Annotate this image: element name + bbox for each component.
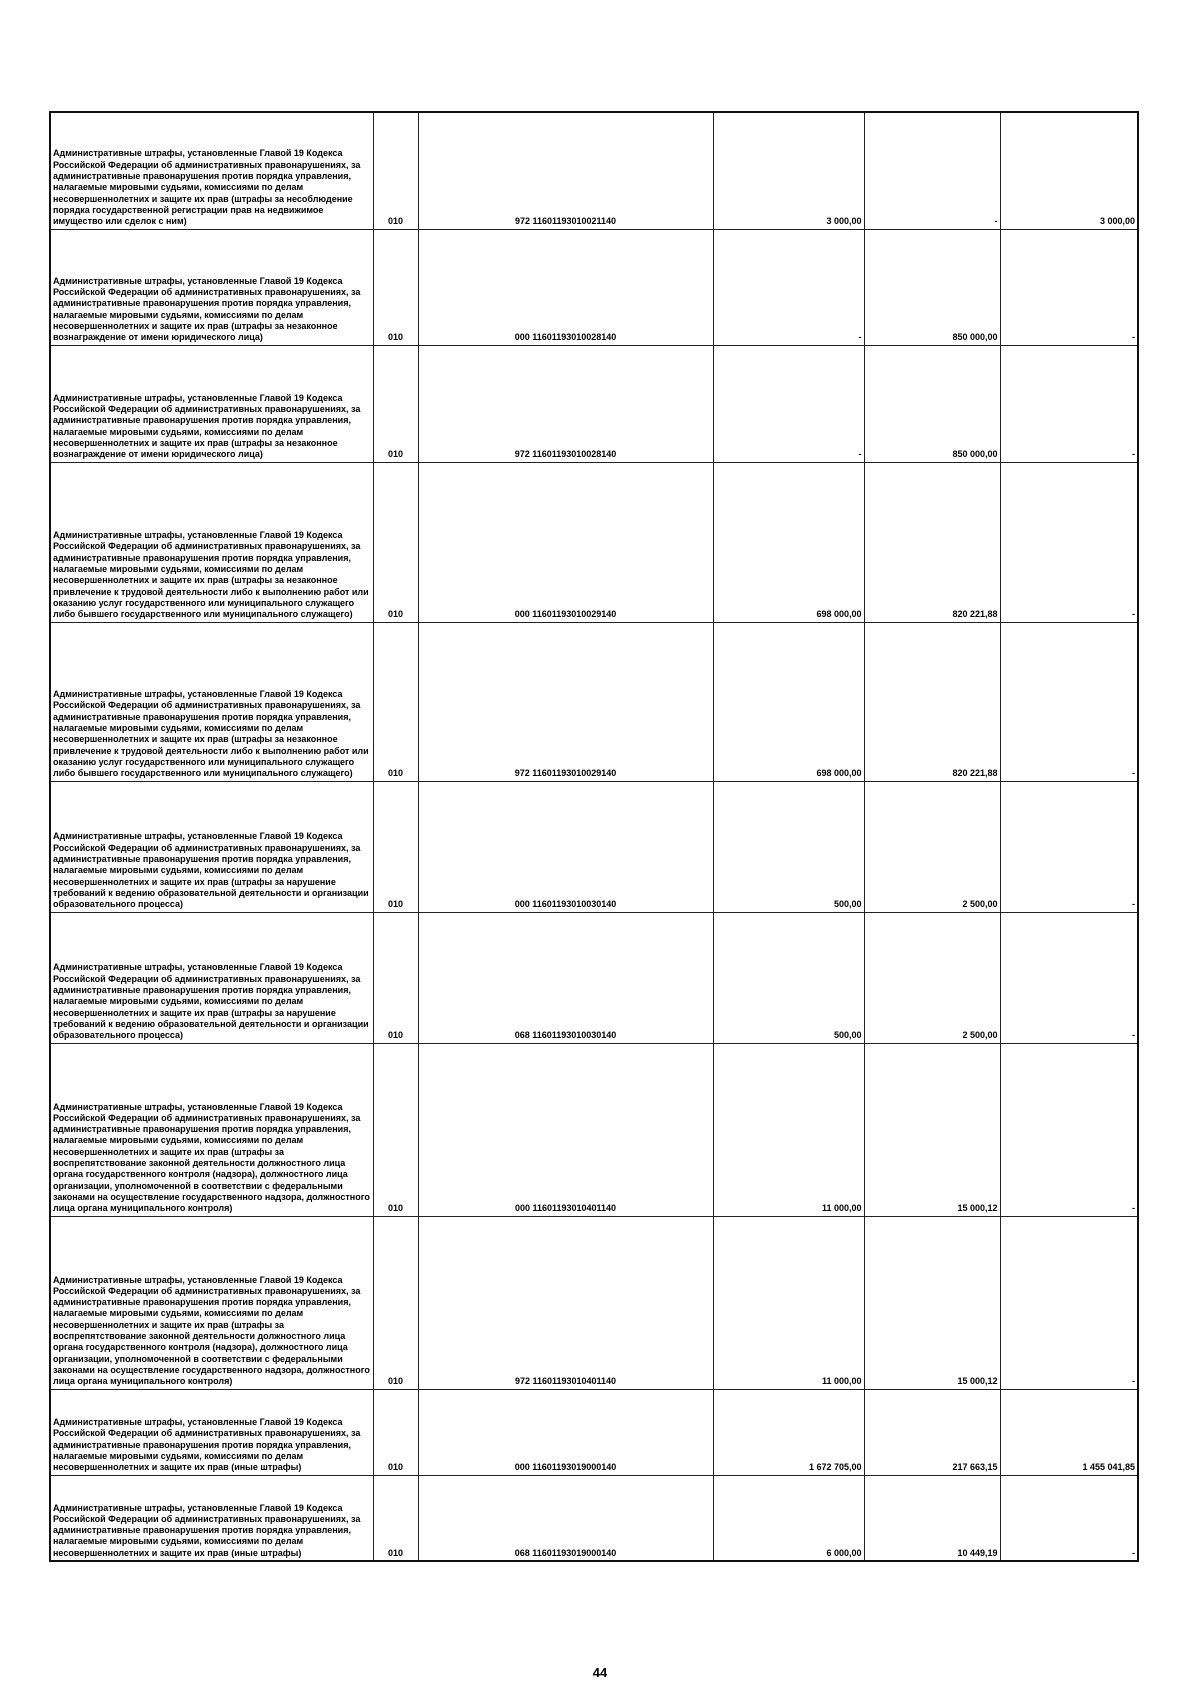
table-row	[50, 912, 1138, 1043]
table-row	[50, 1216, 1138, 1389]
row-name: Административные штрафы, установленные Главой 19 Кодекса Российской Федерации об административных правонарушениях, за административные правонарушения против порядка управления, налагаемые мировыми судьями, комиссиями по делам несовершеннолетних и защите их прав (штрафы за несоблюдение порядка государственной регистрации прав на недвижимое имущество или сделок с ним)	[50, 112, 373, 229]
row-value-3: -	[1000, 781, 1138, 912]
row-line-code: 010	[373, 1389, 418, 1475]
page-number: 44	[592, 1665, 608, 1680]
row-value-2: 850 000,00	[864, 345, 1000, 462]
row-value-3: -	[1000, 1216, 1138, 1389]
row-name: Административные штрафы, установленные Главой 19 Кодекса Российской Федерации об административных правонарушениях, за административные правонарушения против порядка управления, налагаемые мировыми судьями, комиссиями по делам несовершеннолетних и защите их прав (штрафы за воспрепятствование законной деятельности должностного лица органа государственного контроля (надзора), должностного лица организации, уполномоченной в соответствии с федеральными законами на осуществление государственного надзора, должностного лица органа муниципального контроля)	[50, 1216, 373, 1389]
row-value-3: 3 000,00	[1000, 112, 1138, 229]
row-value-3: -	[1000, 345, 1138, 462]
row-budget-code: 972 11601193010029140	[418, 622, 713, 781]
row-name: Административные штрафы, установленные Главой 19 Кодекса Российской Федерации об административных правонарушениях, за административные правонарушения против порядка управления, налагаемые мировыми судьями, комиссиями по делам несовершеннолетних и защите их прав (штрафы за незаконное вознаграждение от имени юридического лица)	[50, 229, 373, 345]
row-value-2: 10 449,19	[864, 1475, 1000, 1561]
row-value-1: 698 000,00	[713, 622, 864, 781]
row-name: Административные штрафы, установленные Главой 19 Кодекса Российской Федерации об административных правонарушениях, за административные правонарушения против порядка управления, налагаемые мировыми судьями, комиссиями по делам несовершеннолетних и защите их прав (иные штрафы)	[50, 1475, 373, 1561]
row-line-code: 010	[373, 781, 418, 912]
row-value-1: -	[713, 229, 864, 345]
row-line-code: 010	[373, 229, 418, 345]
row-name: Административные штрафы, установленные Главой 19 Кодекса Российской Федерации об административных правонарушениях, за административные правонарушения против порядка управления, налагаемые мировыми судьями, комиссиями по делам несовершеннолетних и защите их прав (штрафы за незаконное привлечение к трудовой деятельности либо к выполнению работ или оказанию услуг государственного или муниципального служащего либо бывшего государственного или муниципального служащего)	[50, 622, 373, 781]
table-row	[50, 1475, 1138, 1561]
row-value-2: 820 221,88	[864, 622, 1000, 781]
row-budget-code: 000 11601193010401140	[418, 1043, 713, 1216]
row-budget-code: 068 11601193010030140	[418, 912, 713, 1043]
table-row	[50, 622, 1138, 781]
row-value-1: 1 672 705,00	[713, 1389, 864, 1475]
row-value-1: 500,00	[713, 912, 864, 1043]
row-name: Административные штрафы, установленные Главой 19 Кодекса Российской Федерации об административных правонарушениях, за административные правонарушения против порядка управления, налагаемые мировыми судьями, комиссиями по делам несовершеннолетних и защите их прав (штрафы за нарушение требований к ведению образовательной деятельности и организации образовательного процесса)	[50, 781, 373, 912]
row-value-3: -	[1000, 229, 1138, 345]
table-row	[50, 345, 1138, 462]
row-value-3: 1 455 041,85	[1000, 1389, 1138, 1475]
row-line-code: 010	[373, 1043, 418, 1216]
row-line-code: 010	[373, 345, 418, 462]
row-value-2: 217 663,15	[864, 1389, 1000, 1475]
report-table	[49, 111, 1139, 1562]
row-value-2: 820 221,88	[864, 462, 1000, 622]
row-value-3: -	[1000, 912, 1138, 1043]
row-name: Административные штрафы, установленные Главой 19 Кодекса Российской Федерации об административных правонарушениях, за административные правонарушения против порядка управления, налагаемые мировыми судьями, комиссиями по делам несовершеннолетних и защите их прав (штрафы за незаконное вознаграждение от имени юридического лица)	[50, 345, 373, 462]
row-name: Административные штрафы, установленные Главой 19 Кодекса Российской Федерации об административных правонарушениях, за административные правонарушения против порядка управления, налагаемые мировыми судьями, комиссиями по делам несовершеннолетних и защите их прав (штрафы за незаконное привлечение к трудовой деятельности либо к выполнению работ или оказанию услуг государственного или муниципального служащего либо бывшего государственного или муниципального служащего)	[50, 462, 373, 622]
row-name: Административные штрафы, установленные Главой 19 Кодекса Российской Федерации об административных правонарушениях, за административные правонарушения против порядка управления, налагаемые мировыми судьями, комиссиями по делам несовершеннолетних и защите их прав (штрафы за нарушение требований к ведению образовательной деятельности и организации образовательного процесса)	[50, 912, 373, 1043]
row-budget-code: 000 11601193010030140	[418, 781, 713, 912]
row-value-2: 15 000,12	[864, 1043, 1000, 1216]
row-budget-code: 068 11601193019000140	[418, 1475, 713, 1561]
row-budget-code: 972 11601193010401140	[418, 1216, 713, 1389]
row-value-3: -	[1000, 622, 1138, 781]
row-value-1: 6 000,00	[713, 1475, 864, 1561]
row-line-code: 010	[373, 912, 418, 1043]
row-budget-code: 972 11601193010028140	[418, 345, 713, 462]
row-name: Административные штрафы, установленные Главой 19 Кодекса Российской Федерации об административных правонарушениях, за административные правонарушения против порядка управления, налагаемые мировыми судьями, комиссиями по делам несовершеннолетних и защите их прав (штрафы за воспрепятствование законной деятельности должностного лица органа государственного контроля (надзора), должностного лица организации, уполномоченной в соответствии с федеральными законами на осуществление государственного надзора, должностного лица органа муниципального контроля)	[50, 1043, 373, 1216]
row-value-1: 11 000,00	[713, 1043, 864, 1216]
row-line-code: 010	[373, 1475, 418, 1561]
row-value-3: -	[1000, 1043, 1138, 1216]
row-value-1: 500,00	[713, 781, 864, 912]
row-value-2: -	[864, 112, 1000, 229]
row-budget-code: 000 11601193010028140	[418, 229, 713, 345]
table-row	[50, 462, 1138, 622]
row-line-code: 010	[373, 112, 418, 229]
row-line-code: 010	[373, 1216, 418, 1389]
table-row	[50, 781, 1138, 912]
table-row	[50, 112, 1138, 229]
row-budget-code: 000 11601193010029140	[418, 462, 713, 622]
row-value-2: 2 500,00	[864, 781, 1000, 912]
row-value-2: 850 000,00	[864, 229, 1000, 345]
row-value-2: 15 000,12	[864, 1216, 1000, 1389]
table-row	[50, 1043, 1138, 1216]
row-budget-code: 972 11601193010021140	[418, 112, 713, 229]
row-value-1: 3 000,00	[713, 112, 864, 229]
row-line-code: 010	[373, 462, 418, 622]
row-value-1: 11 000,00	[713, 1216, 864, 1389]
table-row	[50, 229, 1138, 345]
row-value-3: -	[1000, 1475, 1138, 1561]
row-value-1: 698 000,00	[713, 462, 864, 622]
row-value-1: -	[713, 345, 864, 462]
table-row	[50, 1389, 1138, 1475]
row-budget-code: 000 11601193019000140	[418, 1389, 713, 1475]
row-line-code: 010	[373, 622, 418, 781]
row-value-2: 2 500,00	[864, 912, 1000, 1043]
row-value-3: -	[1000, 462, 1138, 622]
row-name: Административные штрафы, установленные Главой 19 Кодекса Российской Федерации об административных правонарушениях, за административные правонарушения против порядка управления, налагаемые мировыми судьями, комиссиями по делам несовершеннолетних и защите их прав (иные штрафы)	[50, 1389, 373, 1475]
